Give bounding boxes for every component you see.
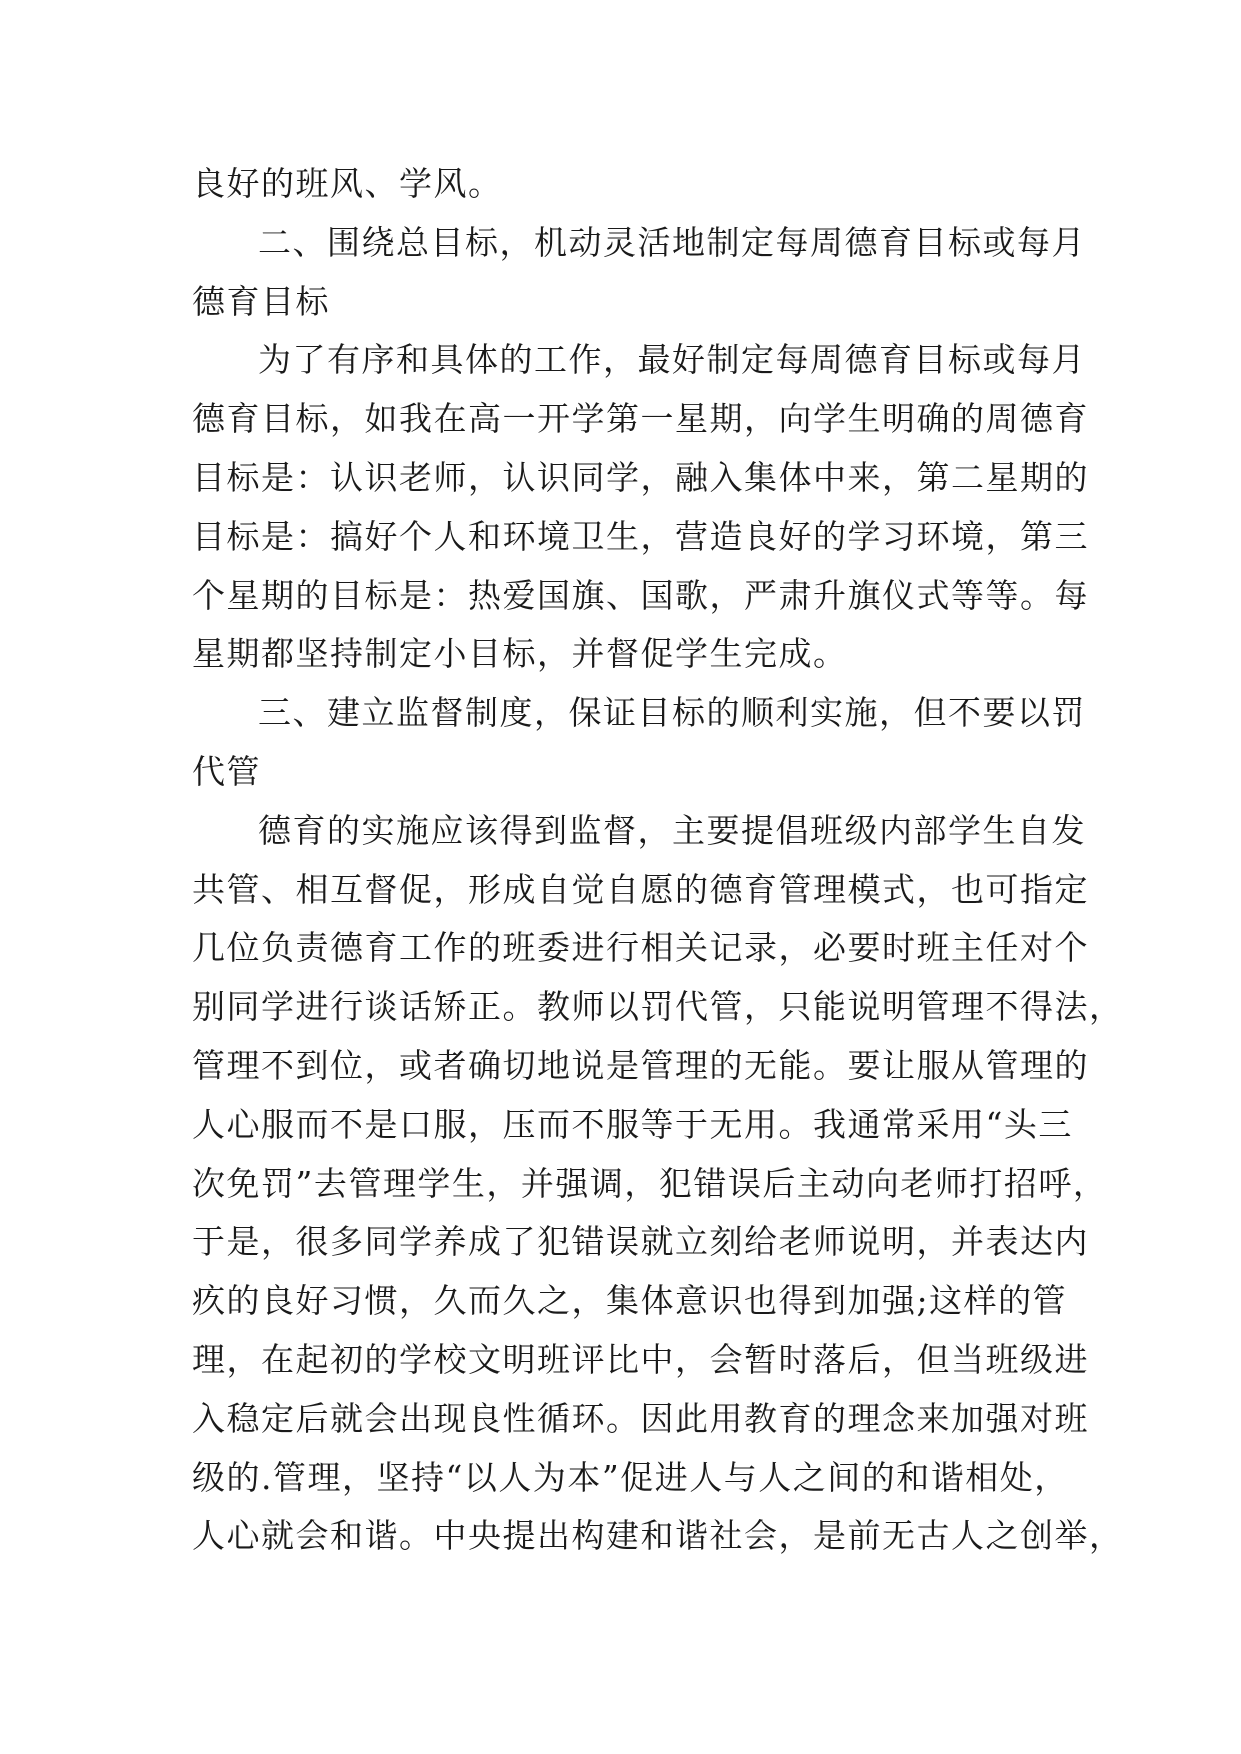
text-line: 入稳定后就会出现良性循环。因此用教育的理念来加强对班 <box>192 1398 1089 1438</box>
text-line: 目标是：认识老师，认识同学，融入集体中来，第二星期的 <box>192 457 1089 497</box>
text-line: 于是，很多同学养成了犯错误就立刻给老师说明，并表达内 <box>192 1222 1089 1262</box>
text-line: 个星期的目标是：热爱国旗、国歌，严肃升旗仪式等等。每 <box>192 575 1089 615</box>
text-line: 共管、相互督促，形成自觉自愿的德育管理模式，也可指定 <box>192 869 1089 909</box>
text-line: 德育目标，如我在高一开学第一星期，向学生明确的周德育 <box>192 399 1089 439</box>
section-heading-line: 德育目标 <box>192 281 330 321</box>
text-line: 几位负责德育工作的班委进行相关记录，必要时班主任对个 <box>192 928 1089 968</box>
text-line: 德育的实施应该得到监督，主要提倡班级内部学生自发 <box>258 810 1086 850</box>
text-line: 为了有序和具体的工作，最好制定每周德育目标或每月 <box>258 340 1086 380</box>
text-line: 次免罚”去管理学生，并强调，犯错误后主动向老师打招呼， <box>192 1163 1108 1203</box>
section-heading-line: 代管 <box>192 751 261 791</box>
text-line: 疚的良好习惯，久而久之，集体意识也得到加强;这样的管 <box>192 1281 1068 1321</box>
document-body <box>192 155 1124 1566</box>
text-line: 良好的班风、学风。 <box>192 164 503 203</box>
text-line: 级的.管理，坚持“以人为本”促进人与人之间的和谐相处， <box>192 1457 1069 1497</box>
text-line: 人心服而不是口服，压而不服等于无用。我通常采用“头三 <box>192 1104 1073 1144</box>
text-line: 管理不到位，或者确切地说是管理的无能。要让服从管理的 <box>192 1045 1089 1085</box>
text-line: 别同学进行谈话矫正。教师以罚代管，只能说明管理不得法， <box>192 987 1124 1027</box>
text-line: 星期都坚持制定小目标，并督促学生完成。 <box>192 634 848 674</box>
text-line: 理，在起初的学校文明班评比中，会暂时落后，但当班级进 <box>192 1339 1089 1379</box>
text-line: 人心就会和谐。中央提出构建和谐社会，是前无古人之创举， <box>192 1516 1124 1556</box>
section-heading-line: 三、建立监督制度，保证目标的顺利实施，但不要以罚 <box>258 693 1086 733</box>
section-heading-line: 二、围绕总目标，机动灵活地制定每周德育目标或每月 <box>258 222 1086 262</box>
text-line: 目标是：搞好个人和环境卫生，营造良好的学习环境，第三 <box>192 516 1089 556</box>
